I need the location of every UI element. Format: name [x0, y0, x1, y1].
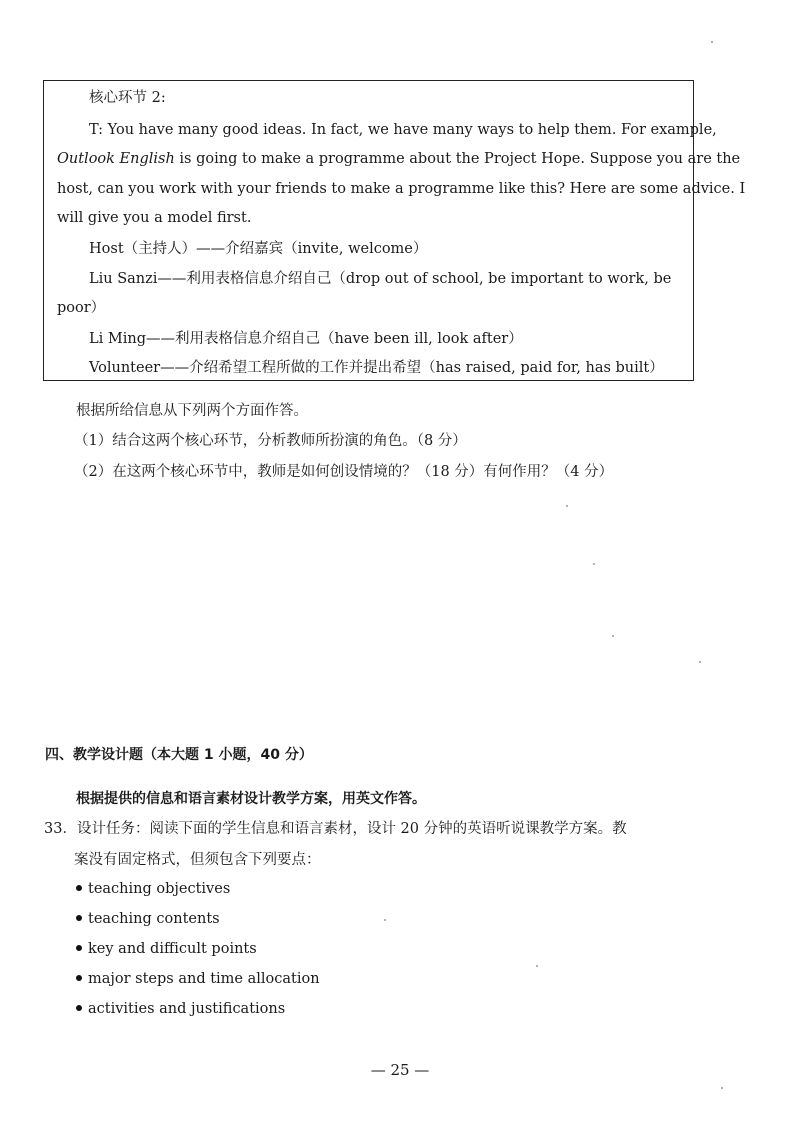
bullet-activities: activities and justifications	[76, 999, 285, 1019]
answer-instruction: 根据所给信息从下列两个方面作答。	[76, 403, 308, 419]
section-4-title: 四、教学设计题（本大题 1 小题，40 分）	[45, 747, 313, 763]
bullet-key-points: key and difficult points	[76, 939, 257, 959]
teacher-line-2-rest: is going to make a programme about the Project Hope. Suppose you are the	[174, 151, 741, 167]
scan-speck	[384, 919, 386, 921]
role-li-ming: Li Ming——利用表格信息介绍自己（have been ill, look after）	[89, 331, 523, 347]
bullet-teaching-objectives: teaching objectives	[76, 879, 230, 899]
scan-speck	[593, 563, 595, 565]
scan-speck	[699, 661, 701, 663]
task-line-2: 案没有固定格式，但须包含下列要点：	[74, 852, 321, 868]
scan-speck	[721, 1087, 723, 1089]
scan-speck	[711, 41, 713, 43]
bullet-dot	[76, 945, 82, 951]
scan-speck	[536, 965, 538, 967]
page-number: — 25 —	[370, 1061, 430, 1079]
task-line-1: 33．设计任务：阅读下面的学生信息和语言素材，设计 20 分钟的英语听说课教学方案。教	[44, 821, 627, 837]
teacher-line-3: host, can you work with your friends to make a programme like this? Here are some advice. I	[57, 181, 746, 197]
teacher-line-4: will give you a model first.	[57, 210, 252, 226]
bullet-dot	[76, 915, 82, 921]
teacher-line-1: T: You have many good ideas. In fact, we have many ways to help them. For example,	[89, 122, 717, 138]
bullet-major-steps: major steps and time allocation	[76, 969, 320, 989]
box-heading: 核心环节 2:	[89, 90, 166, 106]
role-host: Host（主持人）——介绍嘉宾（invite, welcome）	[89, 241, 428, 257]
bullet-dot	[76, 1005, 82, 1011]
magazine-title: Outlook English	[57, 151, 175, 167]
scan-speck	[566, 505, 568, 507]
scan-speck	[612, 635, 614, 637]
teacher-line-2	[57, 149, 740, 169]
bullet-teaching-contents: teaching contents	[76, 909, 220, 929]
role-volunteer: Volunteer——介绍希望工程所做的工作并提出希望（has raised, paid for, has built）	[89, 360, 664, 376]
bullet-dot	[76, 975, 82, 981]
section-4-instruction: 根据提供的信息和语言素材设计教学方案，用英文作答。	[76, 791, 426, 807]
question-2: （2）在这两个核心环节中，教师是如何创设情境的？（18 分）有何作用？（4 分）	[74, 464, 614, 480]
bullet-dot	[76, 885, 82, 891]
question-1: （1）结合这两个核心环节，分析教师所扮演的角色。（8 分）	[74, 433, 467, 449]
role-liu-sanzi: Liu Sanzi——利用表格信息介绍自己（drop out of school, be important to work, be	[89, 271, 672, 287]
role-liu-sanzi-cont: poor）	[57, 300, 106, 316]
